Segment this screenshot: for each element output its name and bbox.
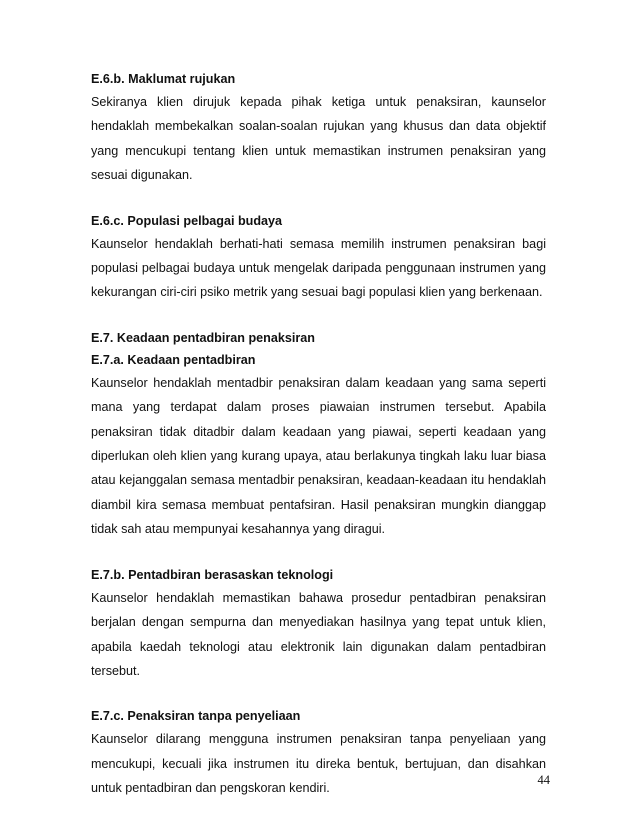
- document-page: [91, 68, 546, 823]
- section-e7b: [91, 564, 546, 684]
- page-number: 44: [537, 773, 550, 787]
- section-heading: E.7. Keadaan pentadbiran penaksiran: [91, 330, 315, 345]
- section-e7c: [91, 705, 546, 800]
- section-e7a: [91, 327, 546, 542]
- section-heading: E.7.c. Penaksiran tanpa penyeliaan: [91, 709, 301, 724]
- section-e6b: [91, 68, 546, 188]
- section-paragraph: Kaunselor hendaklah mentadbir penaksiran dalam keadaan yang sama seperti mana yang terdapat dalam proses piawaian instrumen tersebut. Apabila penaksiran tidak ditadbir dalam keadaan yang piawai, seperti keadaan yang diperlukan oleh klien yang kurang upaya, atau berlakunya tingkah laku luar biasa atau kejanggalan semasa mentadbir penaksiran, keadaan-keadaan itu hendaklah diambil kira semasa membuat pentafsiran. Hasil penaksiran mungkin dianggap tidak sah atau mempunyai kesahannya yang diragui.: [91, 375, 546, 537]
- section-paragraph: Kaunselor hendaklah memastikan bahawa prosedur pentadbiran penaksiran berjalan dengan sempurna dan menyediakan hasilnya yang tepat untuk klien, apabila kaedah teknologi atau elektronik lain digunakan dalam pentadbiran tersebut.: [91, 590, 546, 678]
- section-paragraph: Kaunselor dilarang mengguna instrumen penaksiran tanpa penyeliaan yang mencukupi, kecuali jika instrumen itu direka bentuk, bertujuan, dan disahkan untuk pentadbiran dan pengskoran kendiri.: [91, 732, 546, 796]
- section-heading: E.7.b. Pentadbiran berasaskan teknologi: [91, 567, 334, 582]
- section-heading: E.6.b. Maklumat rujukan: [91, 72, 236, 86]
- section-e6c: [91, 210, 546, 305]
- subsection-heading: E.7.a. Keadaan pentadbiran: [91, 352, 256, 367]
- section-paragraph: Kaunselor hendaklah berhati-hati semasa memilih instrumen penaksiran bagi populasi pelbagai budaya untuk mengelak daripada penggunaan instrumen yang kekurangan ciri-ciri psiko metrik yang sesuai bagi populasi klien yang berkenaan.: [91, 236, 546, 300]
- section-paragraph: Sekiranya klien dirujuk kepada pihak ketiga untuk penaksiran, kaunselor hendaklah membekalkan soalan-soalan rujukan yang khusus dan data objektif yang mencukupi tentang klien untuk memastikan instrumen penaksiran yang sesuai digunakan.: [91, 95, 546, 183]
- section-heading: E.6.c. Populasi pelbagai budaya: [91, 213, 283, 228]
